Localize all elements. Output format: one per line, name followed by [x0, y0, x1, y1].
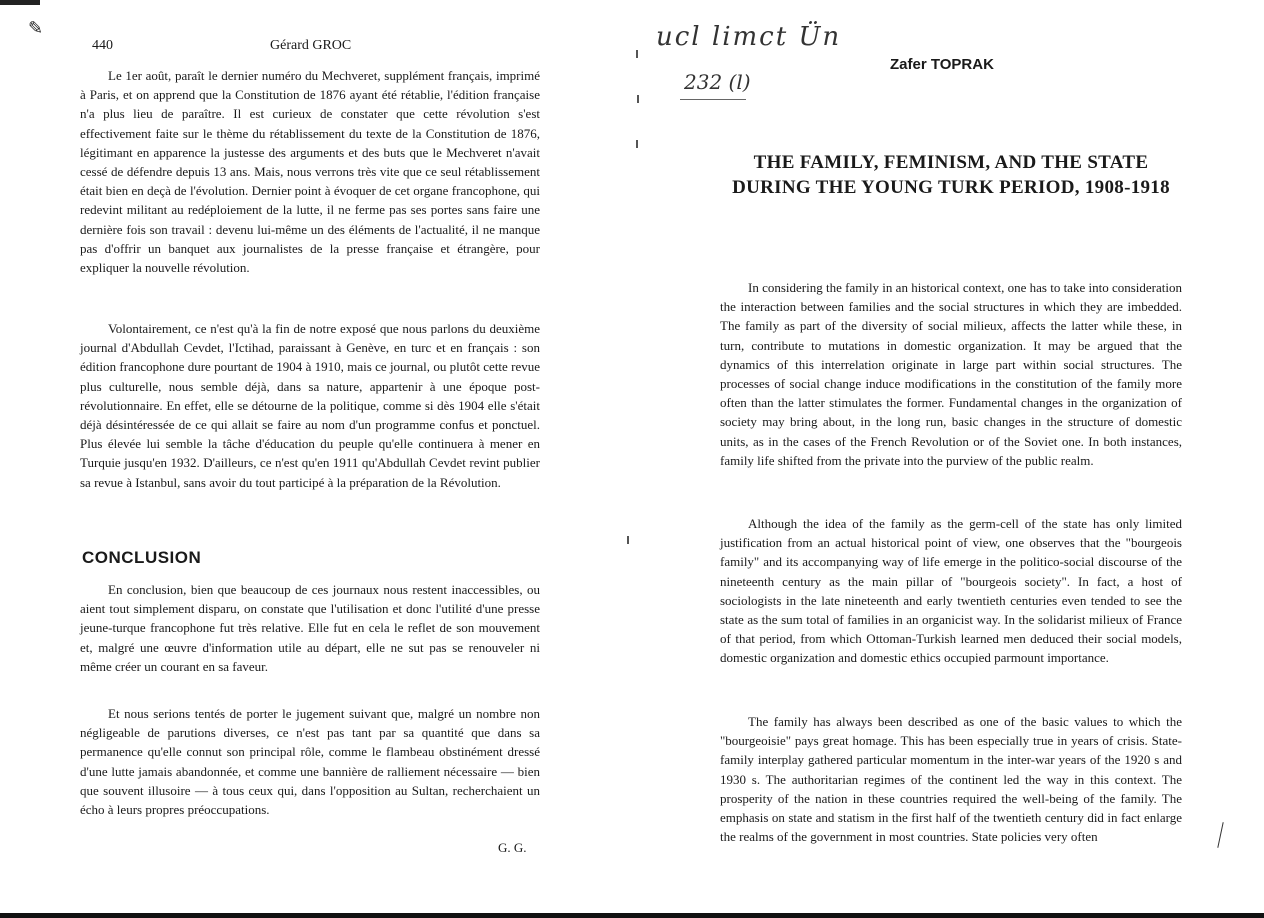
handwritten-number: 232 (l): [684, 70, 751, 94]
conclusion-paragraph: Et nous serions tentés de porter le jugement suivant que, malgré un nombre non négligeable de parutions diverses, ce n'est pas tant par sa quantité que dans sa permanence qu'elle connut son principal rôle, comme le flambeau obstinément dressé d'une lutte jamais abandonnée, et comme une bannière de ralliement nécessaire — bien que souvent illusoire — à tous ceux qui, dans l'opposition au Sultan, recherchaient un écho à leurs propres préoccupations.: [80, 706, 540, 818]
left-page: [80, 30, 540, 860]
article-author: Zafer TOPRAK: [890, 56, 994, 73]
conclusion-paragraph: En conclusion, bien que beaucoup de ces journaux nous restent inaccessibles, ou aient tout simplement disparu, on constate que l'utilisation et donc l'utilité d'une presse jeune-turque francophone fut très relative. Elle fut en cela le reflet de son mouvement et, malgré une œuvre d'information utile au départ, elle ne sut pas se renouveler ni même créer un courant en sa faveur.: [80, 582, 540, 674]
title-line: THE FAMILY, FEMINISM, AND THE STATE: [753, 152, 1149, 173]
running-author: Gérard GROC: [270, 38, 352, 53]
title-line: DURING THE YOUNG TURK PERIOD, 1908-1918: [732, 177, 1170, 198]
gutter-mark: [636, 140, 638, 148]
page-number: 440: [92, 38, 113, 53]
margin-mark: ✎: [28, 18, 44, 38]
body-paragraph: Volontairement, ce n'est qu'à la fin de notre exposé que nous parlons du deuxième journal d'Abdullah Cevdet, l'Ictihad, paraissant à Genève, en turc et en français : son édition francophone dure pourtant de 1904 à 1910, mais ce journal, ou plutôt cette revue plus culturelle, nous semble déjà, dans sa nature, appartenir à une époque post-révolutionnaire. En effet, elle se détourne de la politique, comme si dès 1904 elle s'était déjà désintéressée de ce qui allait se faire au nom d'un programme confus et ponctuel. Plus élevée lui semble la tâche d'éducation du peuple qu'elle continuera à mener en Turquie jusqu'en 1932. D'ailleurs, ce n'est qu'en 1911 qu'Abdullah Cevdet revint publier sa revue à Istanbul, sans avoir du tout participé à la préparation de la Révolution.: [80, 321, 540, 490]
gutter-mark: [636, 50, 638, 58]
running-head: [80, 38, 540, 58]
body-paragraph: In considering the family in an historical context, one has to take into consideration the interaction between families and the social structures in which they are imbedded. The family as part of the diversity of social milieux, affects the latter while these, in turn, contribute to mutations in domestic organization. It may be argued that the dynamics of this interrelation originate in large part within social structures. The processes of social change induce modifications in the constitution of the family more often than the latter stimulates the former. Fundamental changes in the organization of society may bring about, in the long run, basic changes in the structure of domestic units, as in the cases of the French Revolution or of the Soviet one. In both instances, family life shifted from the private into the purview of the public realm.: [720, 280, 1182, 468]
article-title: [720, 150, 1182, 200]
right-page: [720, 40, 1182, 870]
gutter-mark: [637, 95, 639, 103]
scan-edge-top: [0, 0, 40, 5]
margin-mark: [1217, 822, 1223, 848]
scan-edge-bottom: [0, 913, 1264, 918]
body-paragraph: The family has always been described as one of the basic values to which the "bourgeoisie" pays great homage. This has been especially true in years of crisis. State-family interplay gathered particular momentum in the inter-war years of the 1920 s and 1930 s. The authoritarian regimes of the continent led the way in this context. The prosperity of the nation in these countries required the well-being of the family. The emphasis on state and statism in the first half of the twentieth century did in fact enlarge the realms of the government in most countries. State policies very often: [720, 714, 1182, 845]
author-initials: G. G.: [498, 840, 527, 855]
body-paragraph: Although the idea of the family as the germ-cell of the state has only limited justification from an actual historical point of view, one observes that the "bourgeois family" and its accompanying way of life emerge in the politico-social discourse of the nineteenth century as the main pillar of "bourgeois society". In fact, a host of sociologists in the late nineteenth and early twentieth centuries even tended to see the state as the sum total of families in an organicist way. In the solidarist milieux of France of that period, from which Ottoman-Turkish learned men deduced their social models, domestic organization and domestic ethics occupied parmount importance.: [720, 516, 1182, 666]
gutter-mark: [627, 536, 629, 544]
body-paragraph: Le 1er août, paraît le dernier numéro du Mechveret, supplément français, imprimé à Paris, et on apprend que la Constitution de 1876 ayant été rétablie, l'édition française n'a plus lieu de paraître. Il est curieux de constater que cette révolution s'est effectivement faite sur le thème du rétablissement du texte de la Constitution de 1876, légitimant en apparence la justesse des arguments et des buts que le Mechveret n'avait cessé de défendre depuis 13 ans. Mais, nous verrons très vite que ce seul rétablissement était bien en deçà de l'évolution. Dernier point à évoquer de cet organe francophone, qui redevint militant au redéploiement de la lutte, il ne ferme pas ses portes sans faire une dernière fois son travail : devenu lui-même un des éléments de l'actualité, il ne manque pas d'offrir un banquet aux journalistes de la presse française et étrangère, pour expliquer la nouvelle révolution.: [80, 68, 540, 276]
handwritten-note: ucl limct Ün: [656, 22, 842, 52]
section-heading: CONCLUSION: [82, 548, 202, 567]
